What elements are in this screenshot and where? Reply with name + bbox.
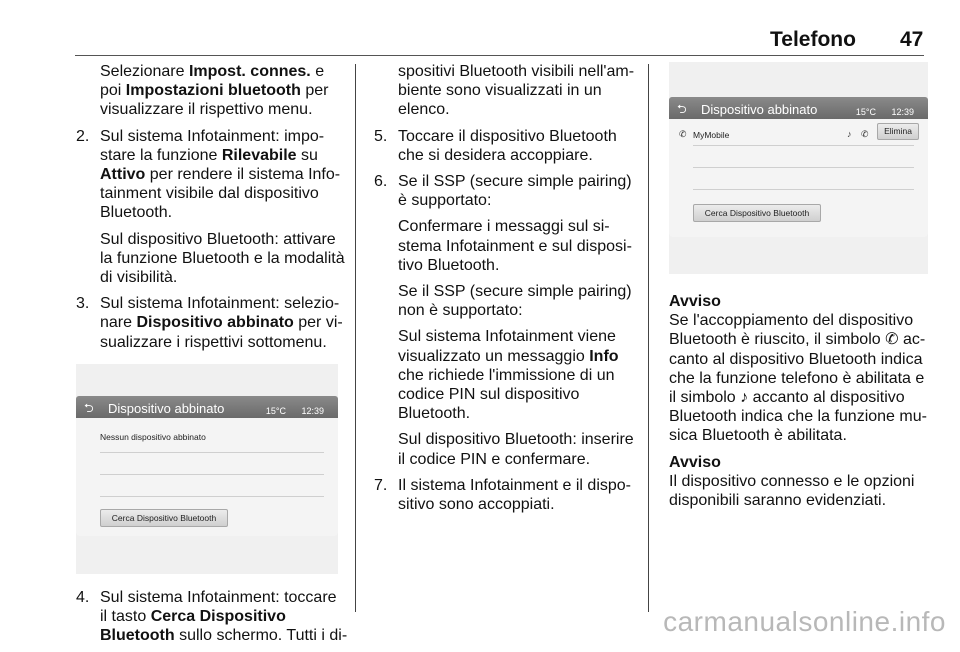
step-3: 3. Sul sistema Infotainment: selezionare Dispositivo abbinato per visualizzare i rispettivi sottomenu. [76, 295, 343, 351]
column-divider-1 [355, 64, 356, 612]
screen-content [76, 418, 338, 536]
step-6: 6. Se il SSP (secure simple pairing) è supportato: Confermare i messaggi sul sistema Infotainment e sul dispositivo Bluetooth. Se il SSP (secure simple pairing) non è supportato: Sul sistema Infotainment viene visualizzato un messaggio Info che richiede l'immissione di un codice PIN sul dispositivo Bluetooth. Sul dispositivo Bluetooth: inserire il codice PIN e confermare. [374, 173, 634, 468]
page-number: 47 [900, 28, 924, 51]
column-2 [374, 62, 636, 521]
screen-time: 12:39 [891, 107, 914, 117]
screen-title: Dispositivo abbinato [701, 102, 818, 117]
search-bluetooth-button[interactable]: Cerca Dispositivo Bluetooth [693, 204, 821, 222]
note-title: Avviso [669, 293, 721, 310]
step-5: 5. Toccare il dispositivo Bluetooth che si desidera accoppiare. [374, 127, 617, 164]
device-name[interactable]: MyMobile [693, 130, 730, 140]
step-2: 2. Sul sistema Infotainment: impostare la funzione Rilevabile su Attivo per rendere il sistema Infotainment visibile dal dispositivo Bluetooth. Sul dispositivo Bluetooth: attivare la funzione Bluetooth e la modalità di visibilità. [76, 127, 345, 287]
back-arrow-icon[interactable]: ⮌ [84, 400, 94, 415]
back-arrow-icon[interactable]: ⮌ [677, 102, 687, 116]
intro-paragraph: Selezionare Impost. connes. e poi Impostazioni bluetooth per visualizzare il rispettivo menu. [100, 63, 329, 119]
delete-button[interactable]: Elimina [877, 123, 919, 140]
phone-status-icon: ✆ [861, 129, 869, 139]
infotainment-screen [669, 97, 928, 237]
screen-temperature: 15°C [265, 405, 286, 416]
column-1 [76, 62, 348, 652]
screen-titlebar [669, 97, 928, 119]
continued-paragraph: spositivi Bluetooth visibili nell'ambiente sono visualizzati in un elenco. [398, 63, 635, 119]
section-title: Telefono [770, 28, 856, 51]
screen-title: Dispositivo abbinato [108, 400, 225, 416]
column-3 [669, 62, 928, 510]
no-device-message: Nessun dispositivo abbinato [100, 431, 206, 442]
infotainment-screen [76, 396, 338, 536]
note-2 [669, 453, 928, 511]
screen-time: 12:39 [301, 405, 324, 416]
screen-titlebar [76, 396, 338, 418]
note-1 [669, 292, 928, 446]
note-text: Il dispositivo connesso e le opzioni disponibili saranno evidenziati. [669, 472, 915, 510]
screen-content [669, 119, 928, 237]
watermark: carmanualsonline.info [663, 606, 946, 637]
search-bluetooth-button[interactable]: Cerca Dispositivo Bluetooth [100, 509, 228, 527]
screenshot-no-devices [76, 364, 338, 574]
screenshot-paired-device [669, 62, 928, 274]
column-divider-2 [648, 64, 649, 612]
phone-icon: ✆ [679, 129, 687, 139]
header-rule [75, 55, 924, 56]
music-icon: ♪ [847, 129, 852, 139]
note-title: Avviso [669, 453, 721, 471]
step-7: 7. Il sistema Infotainment e il dispositivo sono accoppiati. [374, 476, 631, 514]
screen-temperature: 15°C [855, 107, 876, 117]
page-header [0, 28, 960, 58]
note-text: Se l'accoppiamento del dispositivo Bluetooth è riuscito, il simbolo ✆ accanto al dispositivo Bluetooth indica che la funzione telefono è abilitata e il simbolo ♪ accanto al dispositivo Bluetooth indica che la funzione musica Bluetooth è abilitata. [669, 312, 927, 445]
step-4: 4. Sul sistema Infotainment: toccare il tasto Cerca Dispositivo Bluetooth sullo schermo. Tutti i di- [76, 588, 348, 645]
